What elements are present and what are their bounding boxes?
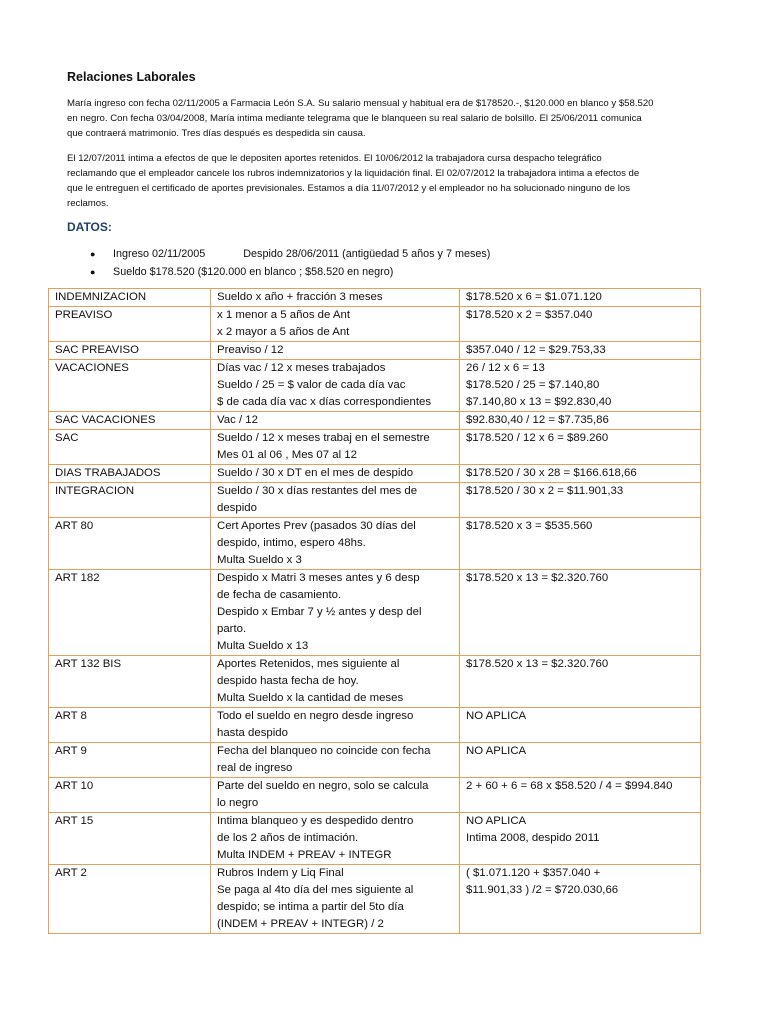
calc-line: $178.520 x 6 = $1.071.120 xyxy=(466,291,602,303)
formula-line: Todo el sueldo en negro desde ingreso xyxy=(217,710,414,722)
formula-line: Despido x Embar 7 y ½ antes y desp del xyxy=(217,606,422,618)
table-row xyxy=(49,518,701,570)
paragraph-line: que contraerá matrimonio. Tres días después es despedida sin causa. xyxy=(67,128,366,139)
calc-line: $178.520 / 30 x 2 = $11.901,33 xyxy=(466,485,624,497)
formula-line: Sueldo / 30 x días restantes del mes de xyxy=(217,485,418,497)
table-row xyxy=(49,307,701,342)
calc-line: ( $1.071.120 + $357.040 + xyxy=(466,867,601,879)
rubro-calc-cell xyxy=(460,430,701,465)
table-row xyxy=(49,813,701,865)
rubro-calc-cell xyxy=(460,465,701,483)
rubro-formula-cell xyxy=(211,465,460,483)
formula-line: Preaviso / 12 xyxy=(217,344,284,356)
rubro-name-cell: ART 15 xyxy=(49,813,211,865)
formula-line: Multa INDEM + PREAV + INTEGR xyxy=(217,849,392,861)
rubro-name-cell: SAC PREAVISO xyxy=(49,342,211,360)
calc-line: NO APLICA xyxy=(466,815,527,827)
formula-line: Despido x Matri 3 meses antes y 6 desp xyxy=(217,572,420,584)
table-row xyxy=(49,483,701,518)
calc-line: $178.520 x 2 = $357.040 xyxy=(466,309,593,321)
rubro-calc-cell xyxy=(460,570,701,656)
rubro-calc-cell xyxy=(460,289,701,307)
formula-line: Multa Sueldo x 3 xyxy=(217,554,302,566)
calc-line: $178.520 x 3 = $535.560 xyxy=(466,520,593,532)
rubro-formula-cell xyxy=(211,289,460,307)
bullet-dot-icon: ● xyxy=(90,249,96,259)
formula-line: Sueldo / 30 x DT en el mes de despido xyxy=(217,467,414,479)
calc-line: $357.040 / 12 = $29.753,33 xyxy=(466,344,606,356)
table-row xyxy=(49,743,701,778)
formula-line: Intima blanqueo y es despedido dentro xyxy=(217,815,414,827)
rubro-calc-cell xyxy=(460,518,701,570)
document-title: Relaciones Laborales xyxy=(67,70,196,84)
rubro-formula-cell xyxy=(211,342,460,360)
paragraph-facts-1 xyxy=(67,96,707,141)
formula-line: Mes 01 al 06 , Mes 07 al 12 xyxy=(217,449,357,461)
calc-line: $11.901,33 ) /2 = $720.030,66 xyxy=(466,884,619,896)
formula-line: despido hasta fecha de hoy. xyxy=(217,675,359,687)
formula-line: x 1 menor a 5 años de Ant xyxy=(217,309,350,321)
calc-line: $178.520 / 25 = $7.140,80 xyxy=(466,379,600,391)
formula-line: Se paga al 4to día del mes siguiente al xyxy=(217,884,414,896)
rubro-name-cell: ART 182 xyxy=(49,570,211,656)
rubro-formula-cell xyxy=(211,708,460,743)
formula-line: Cert Aportes Prev (pasados 30 días del xyxy=(217,520,416,532)
formula-line: de fecha de casamiento. xyxy=(217,589,342,601)
calc-line: 2 + 60 + 6 = 68 x $58.520 / 4 = $994.840 xyxy=(466,780,673,792)
formula-line: hasta despido xyxy=(217,727,288,739)
rubro-formula-cell xyxy=(211,570,460,656)
paragraph-line: El 12/07/2011 intima a efectos de que le depositen aportes retenidos. El 10/06/2012 la trabajadora cursa despacho telegráfico xyxy=(67,153,602,164)
paragraph-line: en negro. Con fecha 03/04/2008, María intima mediante telegrama que le blanqueen su real salario de bolsillo. El 25/06/2011 comunica xyxy=(67,113,642,124)
formula-line: Días vac / 12 x meses trabajados xyxy=(217,362,386,374)
sueldo-text: Sueldo $178.520 ($120.000 en blanco ; $58.520 en negro) xyxy=(113,266,394,278)
rubros-table xyxy=(48,288,701,934)
rubro-name-cell: ART 9 xyxy=(49,743,211,778)
bullet-dot-icon: ● xyxy=(90,267,96,277)
rubro-name-cell: ART 2 xyxy=(49,865,211,934)
rubro-calc-cell xyxy=(460,743,701,778)
rubro-calc-cell xyxy=(460,778,701,813)
formula-line: despido; se intima a partir del 5to día xyxy=(217,901,404,913)
rubro-name-cell: SAC VACACIONES xyxy=(49,412,211,430)
paragraph-line: reclamando que el empleador cancele los rubros indemnizatorios y la liquidación final. El 02/07/2012 la trabajadora intima a efectos de xyxy=(67,168,640,179)
rubro-name-cell: ART 132 BIS xyxy=(49,656,211,708)
rubro-calc-cell xyxy=(460,483,701,518)
paragraph-line: María ingreso con fecha 02/11/2005 a Farmacia León S.A. Su salario mensual y habitual era de $178520.-, $120.000 en blanco y $58.520 xyxy=(67,98,654,109)
rubro-formula-cell xyxy=(211,743,460,778)
calc-line: NO APLICA xyxy=(466,710,527,722)
table-row xyxy=(49,412,701,430)
formula-line: Aportes Retenidos, mes siguiente al xyxy=(217,658,400,670)
ingreso-text: Ingreso 02/11/2005 xyxy=(113,248,206,260)
table-row xyxy=(49,360,701,412)
rubro-calc-cell xyxy=(460,342,701,360)
calc-line: $178.520 x 13 = $2.320.760 xyxy=(466,658,609,670)
calc-line: NO APLICA xyxy=(466,745,527,757)
calc-line: $178.520 / 30 x 28 = $166.618,66 xyxy=(466,467,637,479)
list-item xyxy=(90,263,490,281)
rubro-formula-cell xyxy=(211,813,460,865)
table-row xyxy=(49,708,701,743)
rubro-calc-cell xyxy=(460,708,701,743)
rubro-name-cell: ART 10 xyxy=(49,778,211,813)
rubro-formula-cell xyxy=(211,360,460,412)
table-row xyxy=(49,865,701,934)
paragraph-line: reclamos. xyxy=(67,198,109,209)
rubro-calc-cell xyxy=(460,412,701,430)
formula-line: despido, intimo, espero 48hs. xyxy=(217,537,366,549)
calc-line: Intima 2008, despido 2011 xyxy=(466,832,600,844)
formula-line: Multa Sueldo x 13 xyxy=(217,640,309,652)
formula-line: Sueldo / 12 x meses trabaj en el semestre xyxy=(217,432,430,444)
formula-line: Multa Sueldo x la cantidad de meses xyxy=(217,692,404,704)
rubro-name-cell: DIAS TRABAJADOS xyxy=(49,465,211,483)
formula-line: de los 2 años de intimación. xyxy=(217,832,359,844)
table-row xyxy=(49,778,701,813)
rubro-name-cell: ART 8 xyxy=(49,708,211,743)
formula-line: real de ingreso xyxy=(217,762,293,774)
table-row xyxy=(49,342,701,360)
formula-line: Sueldo / 25 = $ valor de cada día vac xyxy=(217,379,406,391)
formula-line: lo negro xyxy=(217,797,259,809)
formula-line: despido xyxy=(217,502,257,514)
formula-line: Rubros Indem y Liq Final xyxy=(217,867,344,879)
formula-line: (INDEM + PREAV + INTEGR) / 2 xyxy=(217,918,384,930)
calc-line: $178.520 x 13 = $2.320.760 xyxy=(466,572,609,584)
table-row xyxy=(49,289,701,307)
table-row xyxy=(49,656,701,708)
rubro-name-cell: ART 80 xyxy=(49,518,211,570)
rubro-formula-cell xyxy=(211,778,460,813)
formula-line: Parte del sueldo en negro, solo se calcula xyxy=(217,780,429,792)
rubro-formula-cell xyxy=(211,307,460,342)
rubro-calc-cell xyxy=(460,656,701,708)
rubro-calc-cell xyxy=(460,307,701,342)
table-row xyxy=(49,570,701,656)
rubro-name-cell: PREAVISO xyxy=(49,307,211,342)
rubro-formula-cell xyxy=(211,656,460,708)
rubro-calc-cell xyxy=(460,360,701,412)
table-row xyxy=(49,465,701,483)
datos-list xyxy=(90,245,490,281)
rubro-formula-cell xyxy=(211,865,460,934)
paragraph-line: que le entreguen el certificado de aportes previsionales. Estamos a día 11/07/2012 y el empleador no ha solucionado ninguno de los xyxy=(67,183,631,194)
calc-line: $7.140,80 x 13 = $92.830,40 xyxy=(466,396,612,408)
formula-line: Vac / 12 xyxy=(217,414,258,426)
table-row xyxy=(49,430,701,465)
formula-line: Sueldo x año + fracción 3 meses xyxy=(217,291,383,303)
rubro-formula-cell xyxy=(211,483,460,518)
rubro-calc-cell xyxy=(460,813,701,865)
rubro-name-cell: SAC xyxy=(49,430,211,465)
calc-line: 26 / 12 x 6 = 13 xyxy=(466,362,545,374)
paragraph-facts-2 xyxy=(67,151,707,211)
calc-line: $92.830,40 / 12 = $7.735,86 xyxy=(466,414,609,426)
rubro-name-cell: INDEMNIZACION xyxy=(49,289,211,307)
rubro-calc-cell xyxy=(460,865,701,934)
formula-line: $ de cada día vac x días correspondientes xyxy=(217,396,432,408)
datos-heading: DATOS: xyxy=(67,220,112,234)
formula-line: x 2 mayor a 5 años de Ant xyxy=(217,326,350,338)
rubro-name-cell: VACACIONES xyxy=(49,360,211,412)
formula-line: Fecha del blanqueo no coincide con fecha xyxy=(217,745,431,757)
rubro-formula-cell xyxy=(211,430,460,465)
list-item xyxy=(90,245,490,263)
rubro-name-cell: INTEGRACION xyxy=(49,483,211,518)
calc-line: $178.520 / 12 x 6 = $89.260 xyxy=(466,432,609,444)
despido-text: Despido 28/06/2011 (antigüedad 5 años y 7 meses) xyxy=(243,248,491,260)
rubro-formula-cell xyxy=(211,518,460,570)
formula-line: parto. xyxy=(217,623,247,635)
rubro-formula-cell xyxy=(211,412,460,430)
